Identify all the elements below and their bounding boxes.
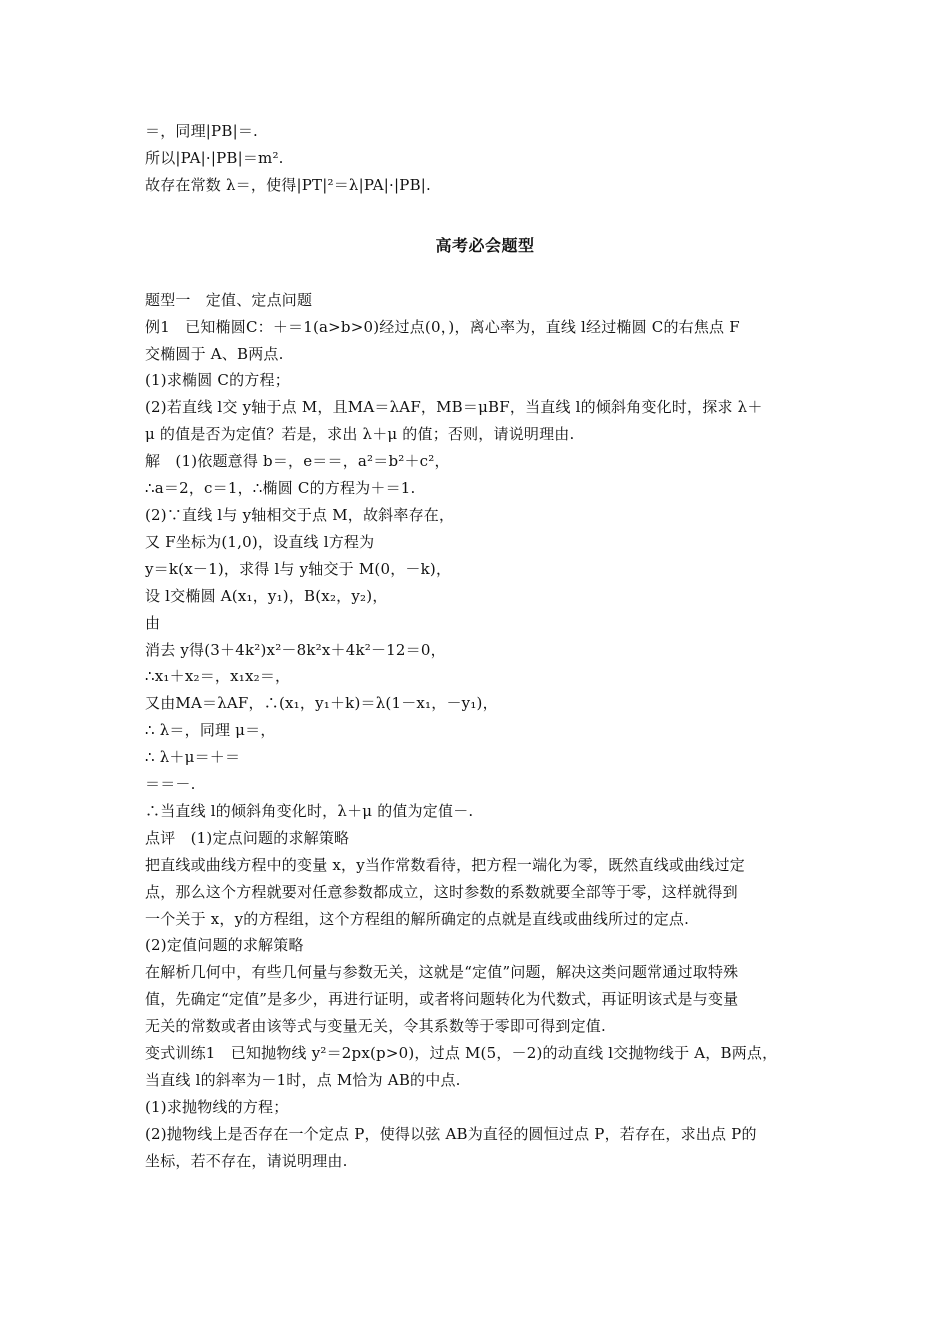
text-line: ∴x₁＋x₂＝，x₁x₂＝， [145, 667, 291, 686]
text-line: (2)定值问题的求解策略 [145, 936, 304, 955]
text-line: (1)求抛物线的方程； [145, 1097, 289, 1116]
spacer [145, 199, 825, 225]
text-line: 当直线 l的斜率为－1时，点 M恰为 AB的中点. [145, 1071, 461, 1089]
text-line: 一个关于 x，y的方程组，这个方程组的解所确定的点就是直线或曲线所过的定点. [145, 909, 690, 928]
text-line: ∴a＝2，c＝1，∴椭圆 C的方程为＋＝1. [145, 479, 416, 498]
text-line: 变式训练1 已知抛物线 y²＝2px(p>0)，过点 M(5，－2)的动直线 l交抛物线于 A，B两点， [145, 1044, 778, 1063]
text-line: ＝＝－. [145, 775, 196, 794]
text-line: 无关的常数或者由该等式与变量无关，令其系数等于零即可得到定值. [145, 1017, 606, 1036]
text-line: 题型一 定值、定点问题 [145, 290, 313, 309]
text-line: 又 F坐标为(1,0)，设直线 l方程为 [145, 532, 375, 551]
text-line: 消去 y得(3＋4k²)x²－8k²x＋4k²－12＝0， [145, 640, 446, 659]
text-line: 由 [145, 613, 161, 632]
text-line: ∴当直线 l的倾斜角变化时，λ＋μ 的值为定值－. [145, 801, 474, 820]
text-line: 又由MA＝λAF，∴(x₁，y₁＋k)＝λ(1－x₁，－y₁)， [145, 694, 498, 713]
text-line: 设 l交椭圆 A(x₁，y₁)，B(x₂，y₂)， [145, 586, 388, 605]
text-line: μ 的值是否为定值？若是，求出 λ＋μ 的值；否则，请说明理由. [145, 425, 575, 444]
text-line: 坐标，若不存在，请说明理由. [145, 1151, 348, 1170]
text-line: (1)求椭圆 C的方程； [145, 371, 290, 390]
text-line: 点，那么这个方程就要对任意参数都成立，这时参数的系数就要全部等于零，这样就得到 [145, 882, 738, 901]
text-line: ∴ λ＝，同理 μ＝， [145, 721, 276, 740]
text-line: ∴ λ＋μ＝＋＝ [145, 748, 241, 767]
text-line: 交椭圆于 A、B两点. [145, 344, 284, 363]
text-line: 故存在常数 λ＝，使得|PT|²＝λ|PA|·|PB|. [145, 175, 432, 194]
text-line: (2)抛物线上是否存在一个定点 P，使得以弦 AB为直径的圆恒过点 P，若存在，求出点 P的 [145, 1124, 757, 1143]
text-line: ＝，同理|PB|＝. [145, 122, 258, 140]
document-content [145, 118, 825, 1175]
text-line: 值，先确定“定值”是多少，再进行证明，或者将问题转化为代数式，再证明该式是与变量 [145, 990, 739, 1009]
text-line: 例1 已知椭圆C：＋＝1(a>b>0)经过点(0，)，离心率为，直线 l经过椭圆 C的右焦点 F [145, 317, 740, 336]
text-line: 所以|PA|·|PB|＝m². [145, 148, 284, 167]
text-line: 在解析几何中，有些几何量与参数无关，这就是“定值”问题，解决这类问题常通过取特殊 [145, 963, 739, 982]
text-line: 把直线或曲线方程中的变量 x，y当作常数看待，把方程一端化为零，既然直线或曲线过定 [145, 855, 745, 874]
text-line: (2)若直线 l交 y轴于点 M，且MA＝λAF，MB＝μBF，当直线 l的倾斜角变化时，探求 λ＋ [145, 398, 763, 417]
text-line: 点评 (1)定点问题的求解策略 [145, 828, 350, 847]
text-line: (2)∵直线 l与 y轴相交于点 M，故斜率存在， [145, 505, 455, 524]
text-line: 解 (1)依题意得 b＝，e＝＝，a²＝b²＋c²， [145, 452, 450, 471]
text-line: y＝k(x－1)，求得 l与 y轴交于 M(0，－k)， [145, 559, 452, 578]
section-title: 高考必会题型 [435, 235, 535, 255]
